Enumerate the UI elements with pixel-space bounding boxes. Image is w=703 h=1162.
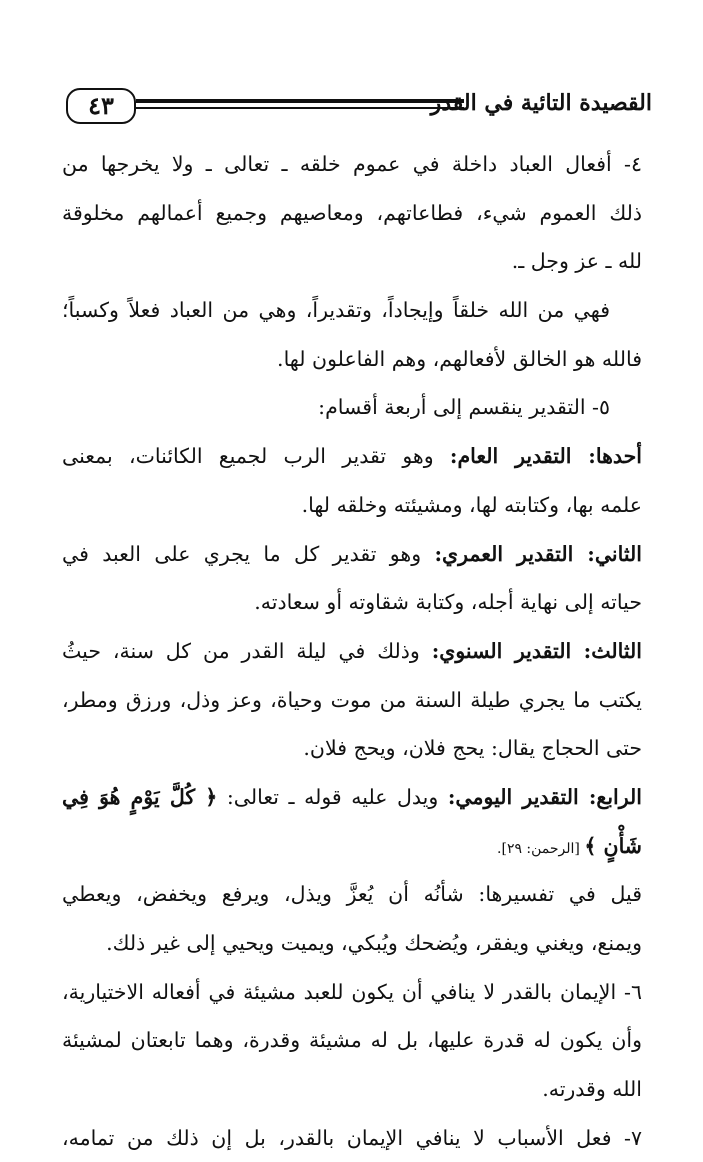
line-text: حياته إلى نهاية أجله، وكتابة شقاوته أو سعادته.: [254, 590, 642, 615]
line-text: الله وقدرته.: [542, 1077, 642, 1102]
page-header: [66, 82, 652, 132]
text-line: [62, 676, 642, 725]
text-line: [62, 383, 642, 432]
text-line: [62, 189, 642, 238]
text-line: [62, 432, 642, 481]
line-text: وأن يكون له قدرة عليها، بل له مشيئة وقدرة، وهما تابعتان لمشيئة: [62, 1028, 642, 1053]
quran-verse: شَأْنٍ ﴾: [584, 833, 642, 858]
page-number: ٤٣: [66, 88, 136, 124]
text-line: [62, 773, 642, 822]
category-label: الرابع: التقدير اليومي:: [447, 784, 642, 809]
text-line: [62, 1065, 642, 1114]
line-text: ويدل عليه قوله ـ تعالى:: [217, 784, 448, 809]
text-line: [62, 919, 642, 968]
category-label: الثاني: التقدير العمري:: [434, 541, 642, 566]
header-rule-thick: [136, 99, 464, 103]
running-title: القصيدة التائية في القدر: [430, 90, 652, 116]
line-text: حتى الحجاج يقال: يحج فلان، ويحج فلان.: [303, 736, 642, 761]
text-line: [62, 578, 642, 627]
line-text: علمه بها، وكتابته لها، ومشيئته وخلقه لها.: [301, 492, 642, 517]
line-text: لله ـ عز وجل ـ.: [511, 249, 642, 274]
text-line: [62, 1114, 642, 1162]
verse-reference: [الرحمن: ٢٩].: [497, 840, 585, 857]
text-line: [62, 822, 642, 871]
category-label: أحدها: التقدير العام:: [449, 444, 642, 469]
header-rule-thin: [136, 107, 464, 109]
text-line: [62, 140, 642, 189]
text-line: [62, 530, 642, 579]
body-text: [62, 140, 642, 1162]
line-text: فالله هو الخالق لأفعالهم، وهم الفاعلون لها.: [277, 346, 642, 371]
quran-verse: ﴿ كُلَّ يَوْمٍ هُوَ فِي: [62, 784, 218, 809]
text-line: [62, 870, 642, 919]
text-line: [62, 286, 642, 335]
line-text: ٤- أفعال العباد داخلة في عموم خلقه ـ تعالى ـ ولا يخرجها من: [62, 152, 642, 176]
line-text: قيل في تفسيرها: شأنُه أن يُعزَّ ويذل، ويرفع ويخفض، ويعطي: [62, 882, 642, 907]
text-line: [62, 335, 642, 384]
text-line: [62, 1016, 642, 1065]
line-text: ٧- فعل الأسباب لا ينافي الإيمان بالقدر، بل إن ذلك من تمامه،: [62, 1125, 642, 1150]
line-text: وهو تقدير كل ما يجري على العبد في: [62, 541, 435, 566]
text-line: [62, 724, 642, 773]
line-text: فهي من الله خلقاً وإيجاداً، وتقديراً، وهي من العباد فعلاً وكسباً؛: [62, 298, 610, 323]
line-text: وذلك في ليلة القدر من كل سنة، حيثُ: [62, 638, 432, 663]
line-text: يكتب ما يجري طيلة السنة من موت وحياة، وعز وذل، ورزق ومطر،: [62, 687, 642, 712]
line-text: ذلك العموم شيء، فطاعاتهم، ومعاصيهم وجميع أعمالهم مخلوقة: [62, 200, 642, 225]
line-text: وهو تقدير الرب لجميع الكائنات، بمعنى: [62, 444, 450, 469]
line-text: ٦- الإيمان بالقدر لا ينافي أن يكون للعبد مشيئة في أفعاله الاختيارية،: [62, 979, 642, 1004]
text-line: [62, 968, 642, 1017]
text-line: [62, 627, 642, 676]
text-line: [62, 237, 642, 286]
line-text: ٥- التقدير ينقسم إلى أربعة أقسام:: [318, 395, 610, 420]
text-line: [62, 481, 642, 530]
header-rule: [136, 99, 464, 113]
line-text: ويمنع، ويغني ويفقر، ويُضحك ويُبكي، ويميت ويحيي إلى غير ذلك.: [106, 931, 642, 955]
category-label: الثالث: التقدير السنوي:: [431, 638, 642, 663]
